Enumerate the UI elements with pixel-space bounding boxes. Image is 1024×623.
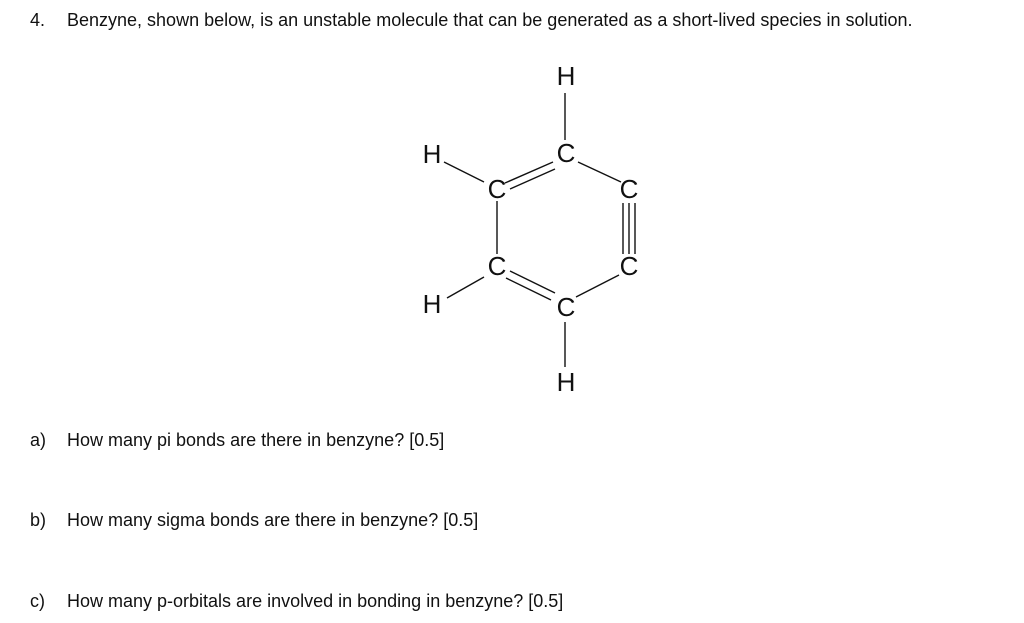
bond-c-lower-left-c-bottom-2 [506,278,551,300]
bond-c-lower-left-c-bottom-1 [510,271,555,293]
part-a [30,429,444,451]
part-b [30,509,478,531]
question-text: Benzyne, shown below, is an unstable molecule that can be generated as a short-lived species in solution. [67,10,913,30]
bond-c-top-c-upper-right [578,162,621,182]
part-c-text: How many p-orbitals are involved in bonding in benzyne? [0.5] [67,591,564,611]
atom-h-top: H [556,61,576,91]
part-a-label: a) [30,430,47,450]
atom-h-bottom: H [556,367,576,397]
bond-h-lower-left-c-lower-left [447,277,484,298]
part-a-text: How many pi bonds are there in benzyne? [0.5] [67,430,445,450]
atom-c-lower-right: C [619,251,639,281]
bond-c-bottom-c-lower-right [576,275,619,297]
atom-c-lower-left: C [487,251,507,281]
atom-c-upper-right: C [619,174,639,204]
atom-h-upper-left: H [422,139,442,169]
atom-c-top: C [556,138,576,168]
part-c [30,590,563,612]
atom-c-upper-left: C [487,174,507,204]
part-c-label: c) [30,591,45,611]
part-b-text: How many sigma bonds are there in benzyne? [0.5] [67,510,479,530]
atom-c-bottom: C [556,292,576,322]
part-b-label: b) [30,510,47,530]
atom-h-lower-left: H [422,289,442,319]
bond-c-top-c-upper-left-2 [510,169,555,189]
bond-h-upper-left-c-upper-left [444,162,484,182]
question-number: 4. [30,10,46,30]
